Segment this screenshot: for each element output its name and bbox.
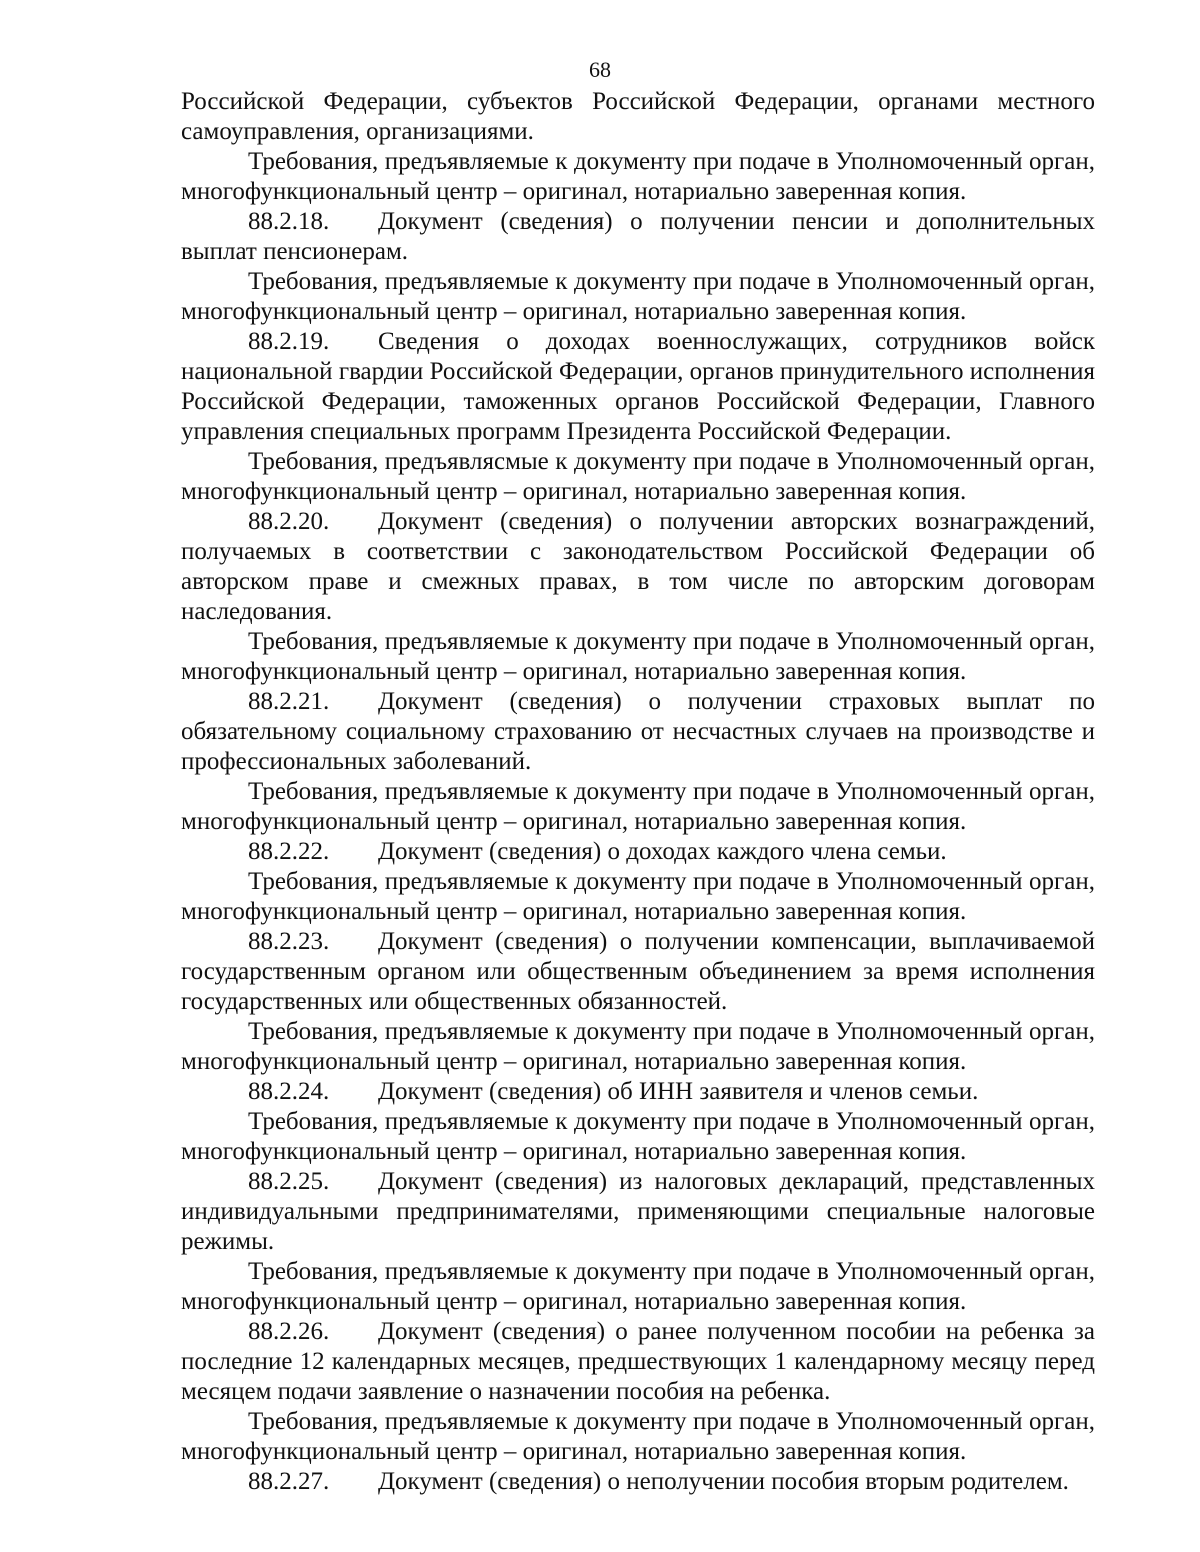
numbered-item bbox=[181, 1467, 1095, 1497]
paragraph-text: Российской Федерации, субъектов Российской Федерации, органами местного самоуправления, организациями. bbox=[181, 88, 1095, 145]
item-text: Документ (сведения) о получении пенсии и дополнительных выплат пенсионерам. bbox=[181, 208, 1095, 265]
requirements-paragraph bbox=[181, 1107, 1095, 1167]
requirements-paragraph bbox=[181, 777, 1095, 837]
item-number: 88.2.26. bbox=[248, 1318, 330, 1345]
numbered-item bbox=[181, 207, 1095, 267]
item-text: Документ (сведения) об ИНН заявителя и членов семьи. bbox=[378, 1078, 979, 1105]
paragraph-text: Требования, предъявлясмые к документу при подаче в Уполномоченный орган, многофункциональный центр – оригинал, нотариально заверенная копия. bbox=[181, 448, 1095, 505]
numbered-item bbox=[181, 837, 1095, 867]
numbered-item bbox=[181, 1167, 1095, 1257]
paragraph-text: Требования, предъявляемые к документу при подаче в Уполномоченный орган, многофункциональный центр – оригинал, нотариально заверенная копия. bbox=[181, 778, 1095, 835]
item-number: 88.2.18. bbox=[248, 208, 330, 235]
requirements-paragraph bbox=[181, 1407, 1095, 1467]
page-number: 68 bbox=[589, 57, 611, 82]
item-text: Сведения о доходах военнослужащих, сотрудников войск национальной гвардии Российской Федерации, органов принудительного исполнения Российской Федерации, таможенных органов Российской Федерации, Главного управления специальных программ Президента Российской Федерации. bbox=[181, 328, 1095, 445]
numbered-item bbox=[181, 927, 1095, 1017]
item-number: 88.2.24. bbox=[248, 1078, 330, 1105]
numbered-item bbox=[181, 327, 1095, 447]
item-number: 88.2.22. bbox=[248, 838, 330, 865]
requirements-paragraph bbox=[181, 447, 1095, 507]
item-number: 88.2.21. bbox=[248, 688, 330, 715]
item-text: Документ (сведения) о получении компенсации, выплачиваемой государственным органом или общественным объединением за время исполнения государственных или общественных обязанностей. bbox=[181, 928, 1095, 1015]
item-number: 88.2.25. bbox=[248, 1168, 330, 1195]
requirements-paragraph bbox=[181, 147, 1095, 207]
numbered-item bbox=[181, 1077, 1095, 1107]
item-number: 88.2.20. bbox=[248, 508, 330, 535]
item-text: Документ (сведения) о неполучении пособия вторым родителем. bbox=[378, 1468, 1069, 1495]
paragraph-text: Требования, предъявляемые к документу при подаче в Уполномоченный орган, многофункциональный центр – оригинал, нотариально заверенная копия. bbox=[181, 1408, 1095, 1465]
item-text: Документ (сведения) о получении авторских вознаграждений, получаемых в соответствии с законодательством Российской Федерации об авторском праве и смежных правах, в том числе по авторским договорам наследования. bbox=[181, 508, 1095, 625]
paragraph-text: Требования, предъявляемые к документу при подаче в Уполномоченный орган, многофункциональный центр – оригинал, нотариально заверенная копия. bbox=[181, 268, 1095, 325]
paragraph-text: Требования, предъявляемые к документу при подаче в Уполномоченный орган, многофункциональный центр – оригинал, нотариально заверенная копия. bbox=[181, 1108, 1095, 1165]
numbered-item bbox=[181, 687, 1095, 777]
item-number: 88.2.19. bbox=[248, 328, 330, 355]
item-text: Документ (сведения) о ранее полученном пособии на ребенка за последние 12 календарных месяцев, предшествующих 1 календарному месяцу перед месяцем подачи заявление о назначении пособия на ребенка. bbox=[181, 1318, 1095, 1405]
item-number: 88.2.23. bbox=[248, 928, 330, 955]
numbered-item bbox=[181, 1317, 1095, 1407]
paragraph bbox=[181, 87, 1095, 147]
paragraph-text: Требования, предъявляемые к документу при подаче в Уполномоченный орган, многофункциональный центр – оригинал, нотариально заверенная копия. bbox=[181, 1018, 1095, 1075]
document-body bbox=[181, 87, 1095, 1497]
requirements-paragraph bbox=[181, 267, 1095, 327]
requirements-paragraph bbox=[181, 867, 1095, 927]
item-number: 88.2.27. bbox=[248, 1468, 330, 1495]
requirements-paragraph bbox=[181, 1257, 1095, 1317]
paragraph-text: Требования, предъявляемые к документу при подаче в Уполномоченный орган, многофункциональный центр – оригинал, нотариально заверенная копия. bbox=[181, 868, 1095, 925]
requirements-paragraph bbox=[181, 1017, 1095, 1077]
item-text: Документ (сведения) из налоговых деклараций, представленных индивидуальными предпринимателями, применяющими специальные налоговые режимы. bbox=[181, 1168, 1095, 1255]
item-text: Документ (сведения) о доходах каждого члена семьи. bbox=[378, 838, 947, 865]
paragraph-text: Требования, предъявляемые к документу при подаче в Уполномоченный орган, многофункциональный центр – оригинал, нотариально заверенная копия. bbox=[181, 628, 1095, 685]
paragraph-text: Требования, предъявляемые к документу при подаче в Уполномоченный орган, многофункциональный центр – оригинал, нотариально заверенная копия. bbox=[181, 148, 1095, 205]
item-text: Документ (сведения) о получении страховых выплат по обязательному социальному страхованию от несчастных случаев на производстве и профессиональных заболеваний. bbox=[181, 688, 1095, 775]
numbered-item bbox=[181, 507, 1095, 627]
requirements-paragraph bbox=[181, 627, 1095, 687]
paragraph-text: Требования, предъявляемые к документу при подаче в Уполномоченный орган, многофункциональный центр – оригинал, нотариально заверенная копия. bbox=[181, 1258, 1095, 1315]
